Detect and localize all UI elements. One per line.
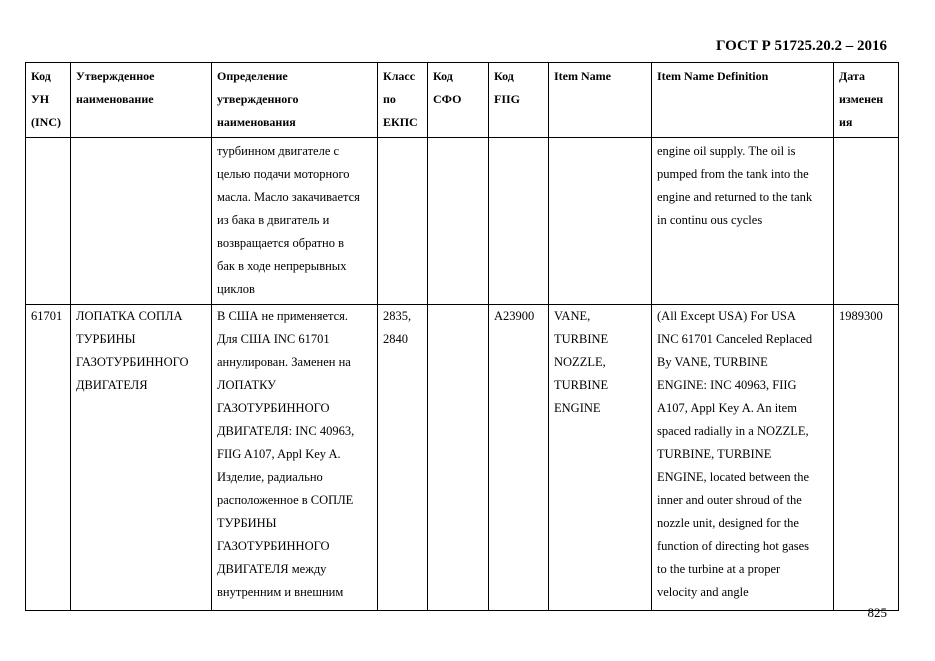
cell-sfo-code <box>428 305 489 611</box>
cell-ekps-class <box>378 138 428 305</box>
header-change-date: Дата изменен ия <box>834 63 899 138</box>
cell-fiig-code <box>489 138 549 305</box>
header-sfo-code: Код СФО <box>428 63 489 138</box>
table-row <box>26 305 899 611</box>
cell-item-name: VANE, TURBINE NOZZLE, TURBINE ENGINE <box>549 305 652 611</box>
cell-change-date: 1989300 <box>834 305 899 611</box>
header-item-name: Item Name <box>549 63 652 138</box>
cell-item-name-definition: engine oil supply. The oil is pumped from the tank into the engine and returned to the tank in continu ous cycles <box>652 138 834 305</box>
cell-inc-code: 61701 <box>26 305 71 611</box>
cell-approved-name-definition: турбинном двигателе с целью подачи моторного масла. Масло закачивается из бака в двигатель и возвращается обратно в бак в ходе непрерывных циклов <box>212 138 378 305</box>
cell-approved-name: ЛОПАТКА СОПЛА ТУРБИНЫ ГАЗОТУРБИННОГО ДВИГАТЕЛЯ <box>71 305 212 611</box>
header-approved-name: Утвержденное наименование <box>71 63 212 138</box>
header-item-name-definition: Item Name Definition <box>652 63 834 138</box>
table-header-row <box>26 63 899 138</box>
cell-approved-name <box>71 138 212 305</box>
cell-sfo-code <box>428 138 489 305</box>
nomenclature-table <box>25 62 899 611</box>
cell-item-name <box>549 138 652 305</box>
standard-designation: ГОСТ Р 51725.20.2 – 2016 <box>715 38 887 54</box>
header-ekps-class: Класс по ЕКПС <box>378 63 428 138</box>
cell-fiig-code: A23900 <box>489 305 549 611</box>
table-row <box>26 138 899 305</box>
cell-approved-name-definition: В США не применяется. Для США INC 61701 аннулирован. Заменен на ЛОПАТКУ ГАЗОТУРБИННОГО ДВИГАТЕЛЯ: INC 40963, FIIG A107, Appl Key A. Изделие, радиально расположенное в СОПЛЕ ТУРБИНЫ ГАЗОТУРБИННОГО ДВИГАТЕЛЯ между внутренним и внешним <box>212 305 378 611</box>
cell-ekps-class: 2835, 2840 <box>378 305 428 611</box>
cell-item-name-definition: (All Except USA) For USA INC 61701 Canceled Replaced By VANE, TURBINE ENGINE: INC 40963, FIIG A107, Appl Key A. An item spaced radially in a NOZZLE, TURBINE, TURBINE ENGINE, located between the inner and outer shroud of the nozzle unit, designed for the function of directing hot gases to the turbine at a proper velocity and angle <box>652 305 834 611</box>
page-number: 825 <box>867 605 887 620</box>
header-inc-code: Код УН (INC) <box>26 63 71 138</box>
cell-change-date <box>834 138 899 305</box>
header-approved-name-definition: Определение утвержденного наименования <box>212 63 378 138</box>
cell-inc-code <box>26 138 71 305</box>
header-fiig-code: Код FIIG <box>489 63 549 138</box>
